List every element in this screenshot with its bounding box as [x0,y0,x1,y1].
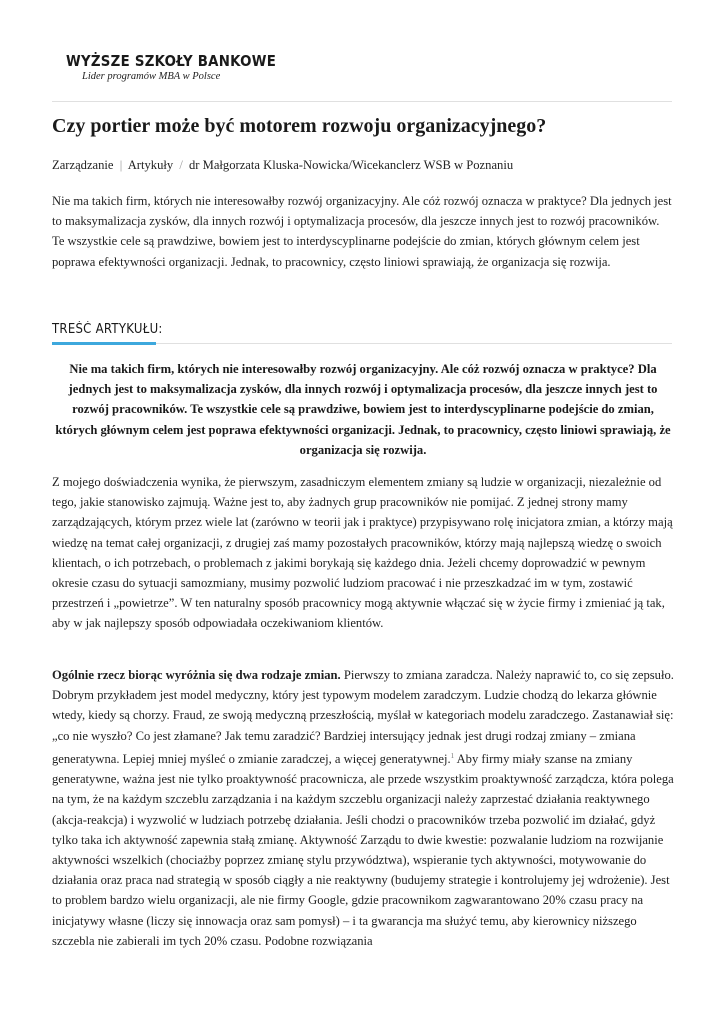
article-lead: Nie ma takich firm, których nie interesowałby rozwój organizacyjny. Ale cóż rozwój oznacza w praktyce? Dla jednych jest to maksymalizacja zysków, dla innych rozwój i optymalizacja procesów, dla jeszcze innych jest to rozwój pracowników. Te wszystkie cele są prawdziwe, bowiem jest to interdyscyplinarne podejście do zmian, których głównym celem jest poprawa efektywności organizacji. Jednak, to pracownicy, często liniowi sprawiają, że organizacja się rozwija. [52,194,672,269]
meta-separator: | [119,158,123,172]
meta-type[interactable]: Artykuły [127,158,174,172]
logo-name: WYŻSZE SZKOŁY BANKOWE [66,52,277,70]
article-title: Czy portier może być motorem rozwoju organizacyjnego? [52,115,547,137]
article-meta [52,158,513,173]
wsb-logo[interactable] [66,52,310,82]
header-divider [52,101,672,102]
paragraph-text: Pierwszy to zmiana zaradcza. Należy naprawić to, co się zepsuło. Dobrym przykładem jest model medyczny, który jest typowym modelem zaradczym. Ludzie chodzą do lekarza głównie wtedy, kiedy są chorzy. Fraud, ze swoją medyczną przeszłością, myślał w kategoriach modelu zaradczego. Zastanawiał się: „co nie wyszło? Co jest złamane? Jak temu zaradzić? Bardziej intersujący jednak jest drugi rodzaj zmiany – zmiana generatywna. Lepiej mniej myśleć o zmianie zaradczej, a więcej generatywnej. [52,668,674,766]
meta-separator: / [179,158,183,172]
section-heading: TREŚĆ ARTYKUŁU: [52,322,163,337]
section-accent-bar [52,342,156,345]
article-paragraph [52,665,674,951]
paragraph-text: Aby firmy miały szanse na zmiany generatywne, ważna jest nie tylko proaktywność pracownicza, ale przede wszystkim proaktywność zarządcza, która polega na tym, że na każdym szczeblu zarządzania i na każdym szczeblu organizacji należy zaprzestać działania reaktywnego (akcja-reakcja) i wyzwolić w ludziach potrzebę działania. Jeśli chodzi o pracowników trzeba pozwolić im działać, gdyż tylko taka ich aktywność zapewnia stałą zmianę. Aktywność Zarządu to dwie kwestie: pozwalanie ludziom na rozwijanie aktywności wszelkich (chociażby poprzez zmianę stylu przywództwa), wspieranie tych aktywności, motywowanie do działania oraz praca nad strategią w sposób ciągły a nie reaktywny (budujemy strategie i kontrolujemy jej wdrożenie). Jest to problem bardzo wielu organizacji, ale nie firmy Google, gdzie pracownikom zagwarantowano 20% czasu pracy na inicjatywy własne (liczy się innowacja oraz sam pomysł) – i ta gwarancja ma służyć temu, aby kierownicy niższego szczebla nie zabierali im tych 20% czasu. Podobne rozwiązania [52,752,674,948]
logo-tagline: Lider programów MBA w Polsce [82,71,221,82]
paragraph-lead-bold: Ogólnie rzecz biorąc wyróżnia się dwa rodzaje zmian. [52,668,341,682]
article-paragraph: Z mojego doświadczenia wynika, że pierwszym, zasadniczym elementem zmiany są ludzie w organizacji, niezależnie od tego, jakie stanowisko zajmują. Ważne jest to, aby żadnych grup pracowników nie pomijać. Z jednej strony mamy zarządzających, którym przez wiele lat (zarówno w teorii jak i praktyce) przypisywano rolę inicjatora zmian, a którzy mają wiedzę na temat całej organizacji, z drugiej zaś mamy pozostałych pracowników, którzy mają najlepszą wiedzę o swoich klientach, o ich potrzebach, o problemach z jakimi borykają się każdego dnia. Jeżeli chcemy doprowadzić w pewnym okresie czasu do sytuacji samozmiany, musimy pozwolić ludziom pracować i nie przeszkadzać im w tym, zostawić przestrzeń i „powietrze”. W ten naturalny sposób pracownicy mogą aktywnie włączać się w życie firmy i zmieniać ją tak, aby w jak najlepszy sposób odpowiadała oczekiwaniom klientów. [52,475,673,631]
article-intro-bold: Nie ma takich firm, których nie interesowałby rozwój organizacyjny. Ale cóż rozwój oznacza w praktyce? Dla jednych jest to maksymalizacja zysków, dla innych rozwój i optymalizacja procesów, dla jeszcze innych jest to rozwój pracowników. Te wszystkie cele są prawdziwe, bowiem jest to interdyscyplinarne podejście do zmian, których głównym celem jest poprawa efektywności organizacji. Jednak, to pracownicy, często liniowi sprawiają, że organizacja się rozwija. [55,362,671,457]
meta-author: dr Małgorzata Kluska-Nowicka/Wicekanclerz WSB w Poznaniu [188,158,514,172]
meta-category[interactable]: Zarządzanie [52,158,114,172]
footnote-ref[interactable]: 1 [450,751,455,760]
